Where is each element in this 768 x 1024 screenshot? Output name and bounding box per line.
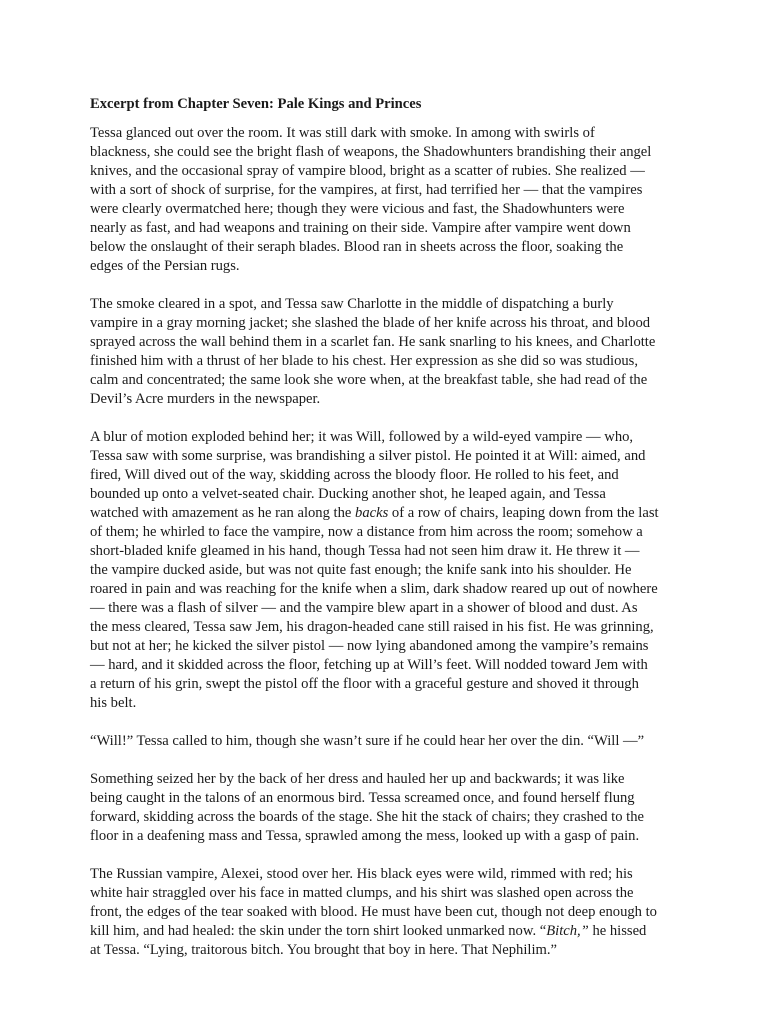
- text-line: [90, 903, 690, 922]
- text-segment: Tessa glanced out over the room. It was still dark with smoke. In among with swirls of: [90, 125, 595, 141]
- text-line: [90, 219, 690, 238]
- text-segment: at Tessa. “Lying, traitorous bitch. You brought that boy in here. That Nephilim.”: [90, 942, 557, 958]
- text-line: [90, 922, 690, 941]
- text-line: [90, 238, 690, 257]
- paragraph: [90, 124, 690, 276]
- text-line: [90, 542, 690, 561]
- text-segment: — there was a flash of silver — and the vampire blew apart in a shower of blood and dust. As: [90, 600, 638, 616]
- text-segment: roared in pain and was reaching for the knife when a slim, dark shadow reared up out of nowhere: [90, 581, 658, 597]
- text-segment: floor in a deafening mass and Tessa, sprawled among the mess, looked up with a gasp of pain.: [90, 828, 640, 844]
- text-segment: — hard, and it skidded across the floor, fetching up at Will’s feet. Will nodded toward Jem with: [90, 657, 648, 673]
- text-segment: The smoke cleared in a spot, and Tessa saw Charlotte in the middle of dispatching a burly: [90, 296, 614, 312]
- text-segment: nearly as fast, and had weapons and training on their side. Vampire after vampire went down: [90, 220, 631, 236]
- document-page: [90, 95, 690, 979]
- text-segment: white hair straggled over his face in matted clumps, and his shirt was slashed open across the: [90, 885, 634, 901]
- paragraph: [90, 732, 690, 751]
- text-segment: below the onslaught of their seraph blades. Blood ran in sheets across the floor, soaking the: [90, 239, 624, 255]
- text-line: [90, 504, 690, 523]
- text-line: [90, 789, 690, 808]
- emphasis-text: Bitch,”: [546, 923, 589, 939]
- text-line: [90, 162, 690, 181]
- text-segment: a return of his grin, swept the pistol off the floor with a graceful gesture and shoved it through: [90, 676, 639, 692]
- text-segment: Something seized her by the back of her dress and hauled her up and backwards; it was like: [90, 771, 625, 787]
- text-segment: of them; he whirled to face the vampire, now a distance from him across the room; somehow a: [90, 524, 643, 540]
- text-line: [90, 941, 690, 960]
- text-line: [90, 618, 690, 637]
- text-segment: kill him, and had healed: the skin under the torn shirt looked unmarked now. “: [90, 923, 547, 939]
- text-line: [90, 523, 690, 542]
- text-segment: being caught in the talons of an enormous bird. Tessa screamed once, and found herself flung: [90, 790, 635, 806]
- text-line: [90, 447, 690, 466]
- text-line: [90, 200, 690, 219]
- text-segment: short-bladed knife gleamed in his hand, though Tessa had not seen him draw it. He threw it —: [90, 543, 640, 559]
- document-body: [90, 124, 690, 960]
- text-line: [90, 124, 690, 143]
- text-segment: with a sort of shock of surprise, for the vampires, at first, had terrified her — that the vampires: [90, 182, 643, 198]
- text-segment: watched with amazement as he ran along the: [90, 505, 356, 521]
- text-line: [90, 675, 690, 694]
- text-segment: were clearly overmatched here; though they were vicious and fast, the Shadowhunters were: [90, 201, 625, 217]
- text-line: [90, 371, 690, 390]
- paragraph: [90, 865, 690, 960]
- text-line: [90, 390, 690, 409]
- text-line: [90, 466, 690, 485]
- text-segment: front, the edges of the tear soaked with blood. He must have been cut, though not deep enough to: [90, 904, 657, 920]
- text-segment: but not at her; he kicked the silver pistol — now lying abandoned among the vampire’s remains: [90, 638, 649, 654]
- text-line: [90, 580, 690, 599]
- text-line: [90, 181, 690, 200]
- text-line: [90, 770, 690, 789]
- text-segment: sprayed across the wall behind them in a scarlet fan. He sank snarling to his knees, and Charlotte: [90, 334, 656, 350]
- text-segment: calm and concentrated; the same look she wore when, at the breakfast table, she had read of the: [90, 372, 648, 388]
- text-segment: The Russian vampire, Alexei, stood over her. His black eyes were wild, rimmed with red; his: [90, 866, 633, 882]
- text-line: [90, 485, 690, 504]
- paragraph: [90, 295, 690, 409]
- text-segment: Tessa saw with some surprise, was brandishing a silver pistol. He pointed it at Will: aimed, and: [90, 448, 646, 464]
- text-segment: the mess cleared, Tessa saw Jem, his dragon-headed cane still raised in his fist. He was grinning,: [90, 619, 654, 635]
- text-line: [90, 599, 690, 618]
- text-segment: “Will!” Tessa called to him, though she wasn’t sure if he could hear her over the din. “Will —”: [90, 733, 645, 749]
- text-segment: finished him with a thrust of her blade to his chest. Her expression as she did so was studious,: [90, 353, 638, 369]
- text-segment: fired, Will dived out of the way, skidding across the bloody floor. He rolled to his feet, and: [90, 467, 619, 483]
- text-line: [90, 561, 690, 580]
- emphasis-text: backs: [355, 505, 389, 521]
- text-segment: forward, skidding across the boards of the stage. She hit the stack of chairs; they crashed to the: [90, 809, 644, 825]
- text-line: [90, 637, 690, 656]
- text-line: [90, 694, 690, 713]
- text-segment: bounded up onto a velvet-seated chair. Ducking another shot, he leaped again, and Tessa: [90, 486, 606, 502]
- paragraph: [90, 428, 690, 713]
- text-line: [90, 295, 690, 314]
- text-line: [90, 257, 690, 276]
- text-line: [90, 352, 690, 371]
- text-line: [90, 884, 690, 903]
- text-segment: the vampire ducked aside, but was not quite fast enough; the knife sank into his shoulder. He: [90, 562, 632, 578]
- text-line: [90, 314, 690, 333]
- text-line: [90, 143, 690, 162]
- text-line: [90, 656, 690, 675]
- text-line: [90, 333, 690, 352]
- paragraph: [90, 770, 690, 846]
- text-segment: A blur of motion exploded behind her; it was Will, followed by a wild-eyed vampire — who,: [90, 429, 634, 445]
- text-segment: edges of the Persian rugs.: [90, 258, 240, 274]
- text-segment: vampire in a gray morning jacket; she slashed the blade of her knife across his throat, and blood: [90, 315, 651, 331]
- text-line: [90, 865, 690, 884]
- text-segment: blackness, she could see the bright flash of weapons, the Shadowhunters brandishing their angel: [90, 144, 652, 160]
- text-line: [90, 827, 690, 846]
- text-line: [90, 428, 690, 447]
- text-segment: Devil’s Acre murders in the newspaper.: [90, 391, 321, 407]
- chapter-heading: Excerpt from Chapter Seven: Pale Kings and Princes: [90, 96, 422, 112]
- text-line: [90, 732, 690, 751]
- text-segment: knives, and the occasional spray of vampire blood, bright as a scatter of rubies. She realized —: [90, 163, 645, 179]
- text-segment: of a row of chairs, leaping down from the last: [388, 505, 659, 521]
- text-segment: he hissed: [588, 923, 647, 939]
- text-segment: his belt.: [90, 695, 137, 711]
- text-line: [90, 808, 690, 827]
